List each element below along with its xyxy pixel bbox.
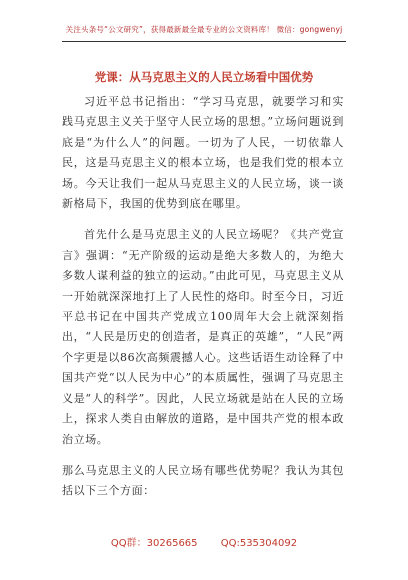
footer-qq-contact: QQ:535304092: [220, 538, 298, 549]
header-banner: 关注头条号“公文研究”，获得最新最全最专业的公文资料库！ 微信：gongwenyj: [65, 25, 343, 34]
document-body: [62, 92, 344, 513]
page-footer: [0, 534, 408, 549]
document-title: 党课：从马克思主义的人民立场看中国优势: [94, 70, 314, 84]
paragraph: 那么马克思主义的人民立场有哪些优势呢？我认为其包括以下三个方面：: [62, 463, 344, 498]
footer-qq-group: QQ群：30265665: [110, 538, 198, 549]
page-header: [0, 0, 408, 60]
paragraph: 首先什么是马克思主义的人民立场呢？《共产党宣言》强调：“无产阶级的运动是绝大多数人的，为绝大多数人谋利益的独立的运动。”由此可见，马克思主义从一开始就深深地打上了人民性的烙印。时至今日，习近平总书记在中国共产党成立100周年大会上就深刻指出，“人民是历史的创造者，是真正的英雄”，“人民”两个字更是以86次高频震撼人心。这些话语生动诠释了中国共产党“以人民为中心”的本质属性，强调了马克思主义是“人的科学”。因此，人民立场就是站在人民的立场上，探求人类自由解放的道路，是中国共产党的根本政治立场。: [62, 228, 344, 446]
header-divider: [62, 41, 346, 42]
paragraph: 习近平总书记指出：“学习马克思，就要学习和实践马克思主义关于坚守人民立场的思想。”立场问题说到底是“为什么人”的问题。一切为了人民，一切依靠人民，这是马克思主义的根本立场，也是我们党的根本立场。今天让我们一起从马克思主义的人民立场，谈一谈新格局下，我国的优势到底在哪里。: [62, 95, 344, 211]
